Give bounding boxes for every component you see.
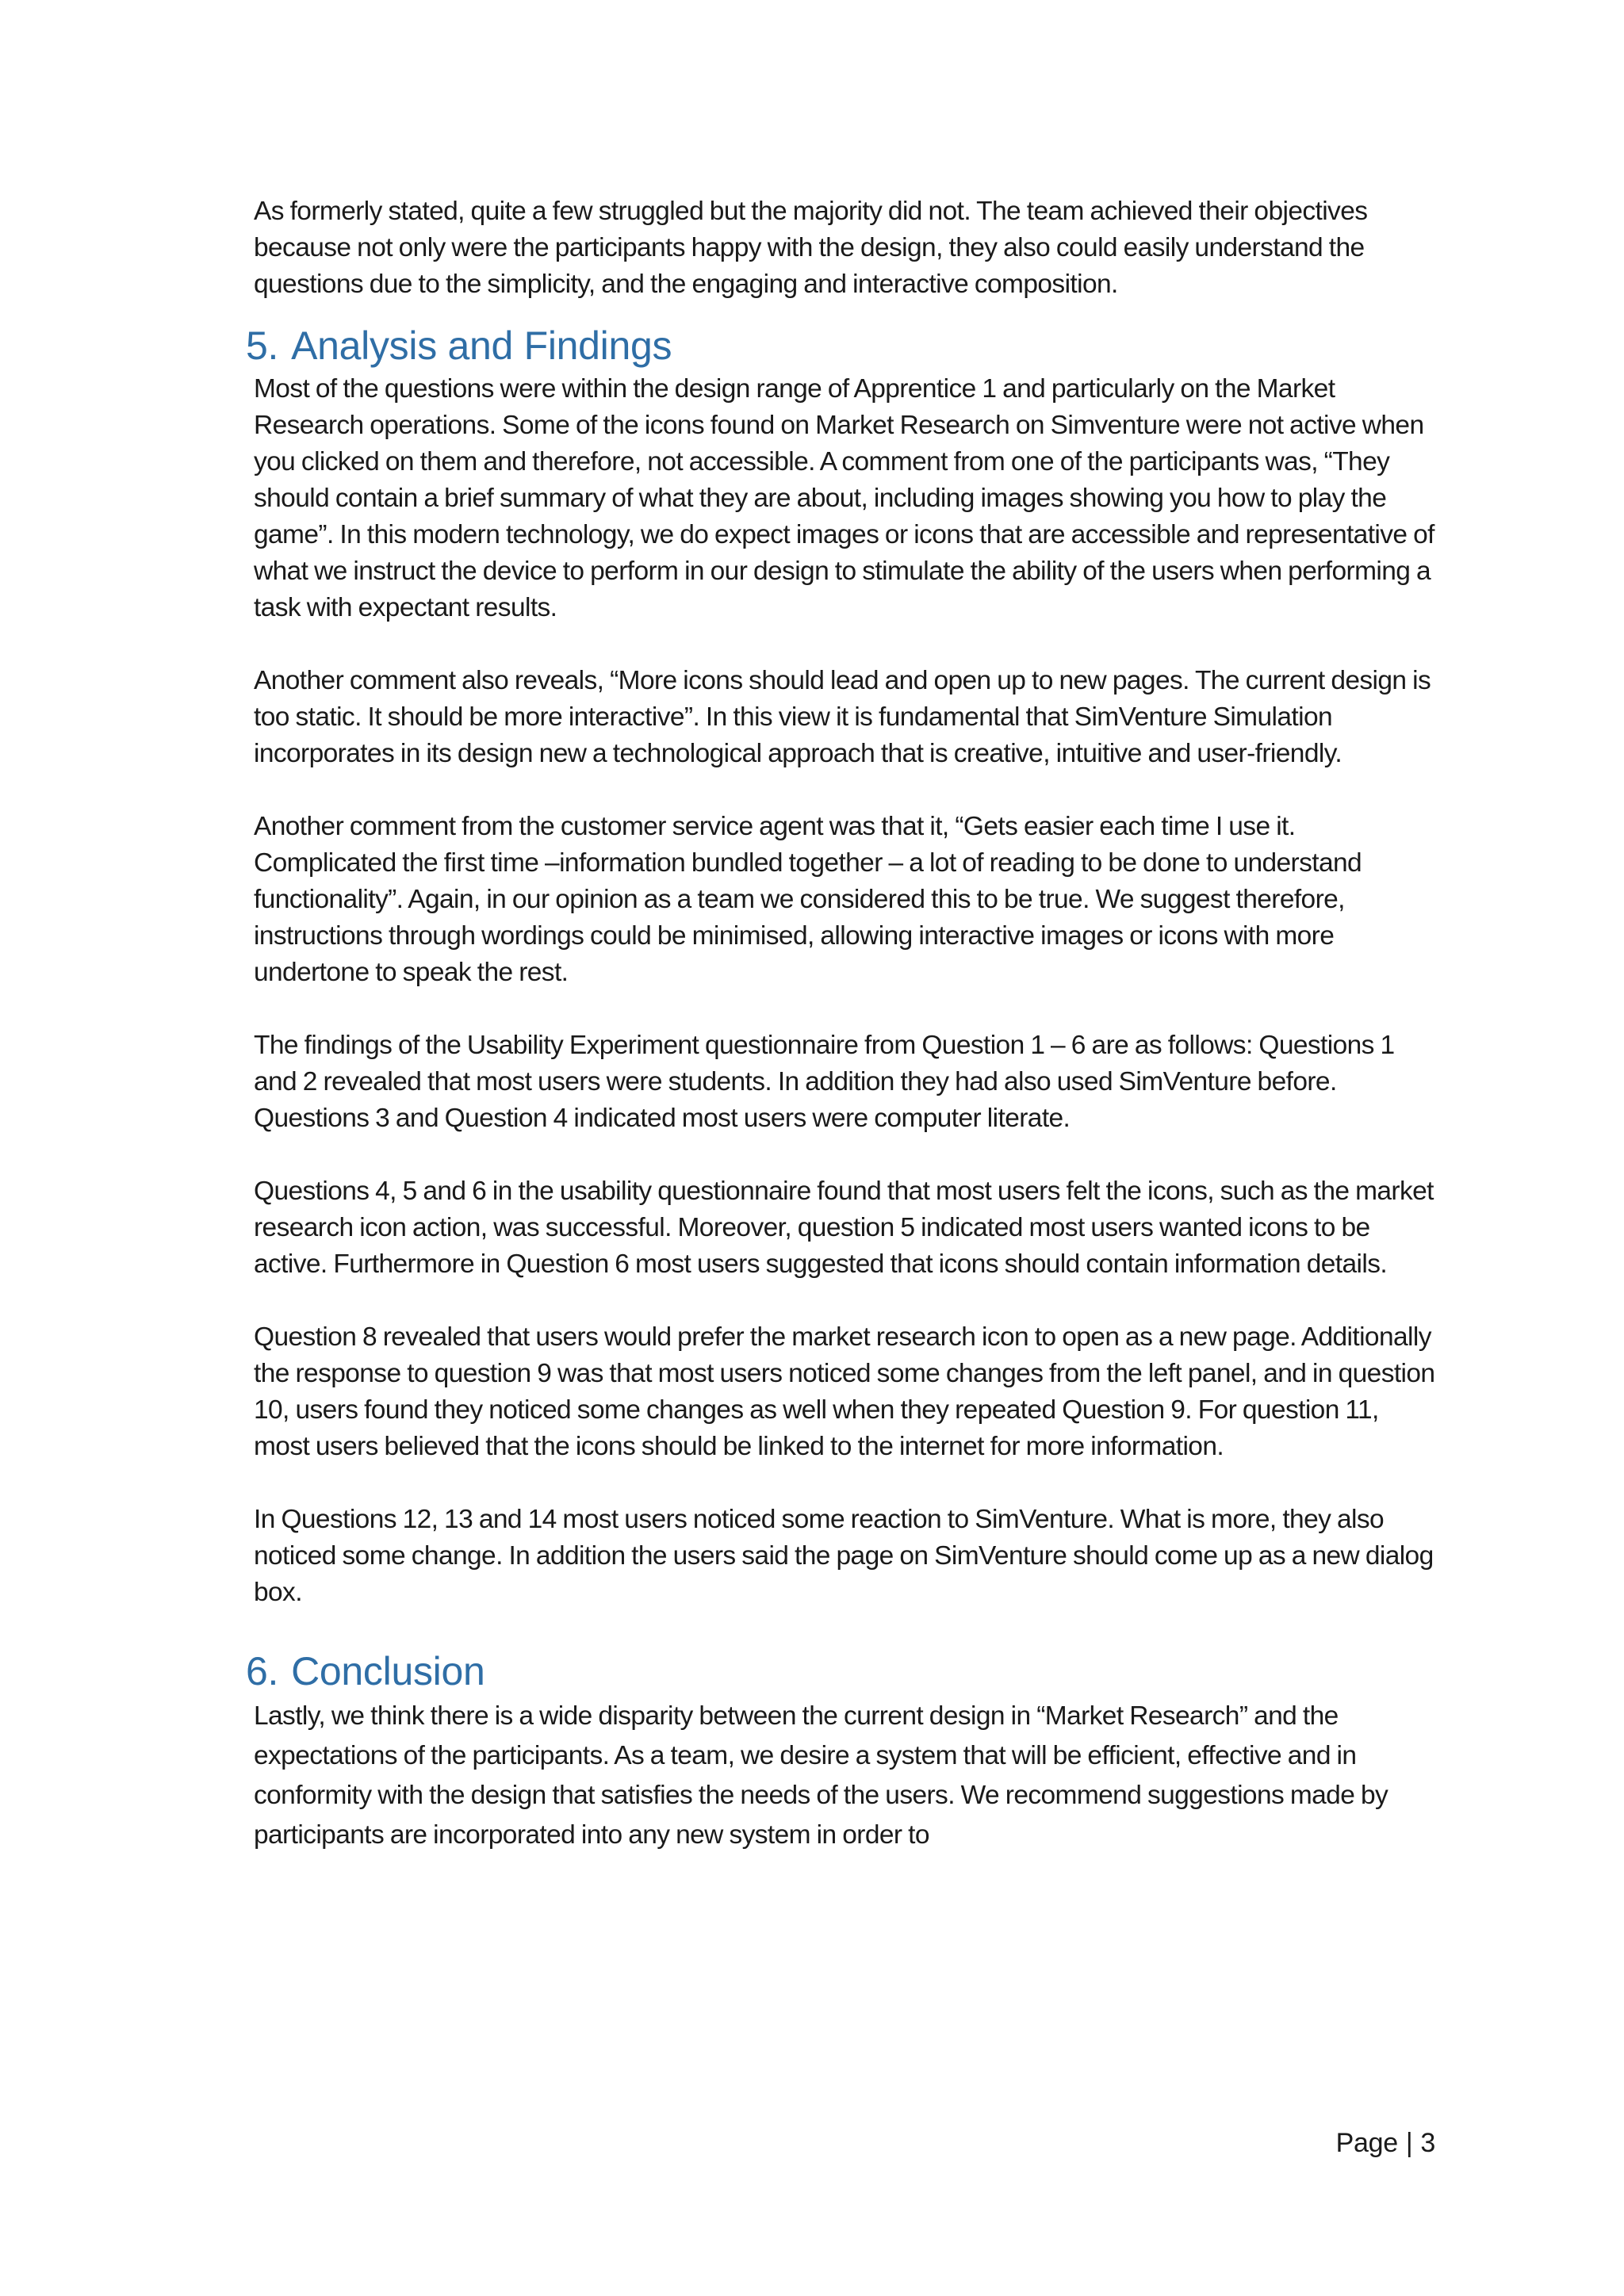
page-label: Page xyxy=(1335,2128,1398,2158)
page-number: 3 xyxy=(1420,2128,1435,2158)
analysis-paragraph-3: Another comment from the customer service agent was that it, “Gets easier each time I use it. Complicated the first time –information bundled together – a lot of reading to be done to understand functionality”. Again, in our opinion as a team we considered this to be true. We suggest therefore, instructions through wordings could be minimised, allowing interactive images or icons with more undertone to speak the rest. xyxy=(254,812,1362,987)
conclusion-paragraph: Lastly, we think there is a wide disparity between the current design in “Market Research” and the expectations of the participants. As a team, we desire a system that will be efficient, effective and in conformity with the design that satisfies the needs of the users. We recommend suggestions made by participants are incorporated into any new system in order to xyxy=(254,1701,1388,1850)
analysis-paragraph-4: The findings of the Usability Experiment questionnaire from Question 1 – 6 are as follows: Questions 1 and 2 revealed that most users were students. In addition they had also used SimVenture before. Questions 3 and Question 4 indicated most users were computer literate. xyxy=(254,1031,1395,1133)
analysis-paragraph-6: Question 8 revealed that users would prefer the market research icon to open as a new page. Additionally the response to question 9 was that most users noticed some changes from the left panel, and in question 10, users found they noticed some changes as well when they repeated Question 9. For question 11, most users believed that the icons should be linked to the internet for more information. xyxy=(254,1322,1435,1461)
section-number: 5. xyxy=(246,323,279,368)
document-page xyxy=(246,193,1435,1855)
section-title: Analysis and Findings xyxy=(291,323,672,368)
analysis-paragraph-2: Another comment also reveals, “More icons should lead and open up to new pages. The current design is too static. It should be more interactive”. In this view it is fundamental that SimVenture Simulation incorporates in its design new a technological approach that is creative, intuitive and user-friendly. xyxy=(254,666,1431,768)
analysis-paragraph-1: Most of the questions were within the design range of Apprentice 1 and particularly on the Market Research operations. Some of the icons found on Market Research on Simventure were not active when you clicked on them and therefore, not accessible. A comment from one of the participants was, “They should contain a brief summary of what they are about, including images showing you how to play the game”. In this modern technology, we do expect images or icons that are accessible and representative of what we instruct the device to perform in our design to stimulate the ability of the users when performing a task with expectant results. xyxy=(254,374,1434,622)
section-heading-conclusion xyxy=(246,1647,1435,1695)
page-footer xyxy=(1336,2128,1435,2159)
section-title: Conclusion xyxy=(291,1649,485,1693)
page-separator: | xyxy=(1405,2128,1413,2158)
analysis-paragraph-7: In Questions 12, 13 and 14 most users noticed some reaction to SimVenture. What is more, they also noticed some change. In addition the users said the page on SimVenture should come up as a new dialog box. xyxy=(254,1505,1434,1607)
analysis-paragraph-5: Questions 4, 5 and 6 in the usability questionnaire found that most users felt the icons, such as the market research icon action, was successful. Moreover, question 5 indicated most users wanted icons to be active. Furthermore in Question 6 most users suggested that icons should contain information details. xyxy=(254,1177,1434,1279)
section-number: 6. xyxy=(246,1649,279,1693)
intro-paragraph: As formerly stated, quite a few struggled but the majority did not. The team achieved their objectives because not only were the participants happy with the design, they also could easily understand the questions due to the simplicity, and the engaging and interactive composition. xyxy=(254,197,1368,299)
section-heading-analysis xyxy=(246,322,1435,369)
